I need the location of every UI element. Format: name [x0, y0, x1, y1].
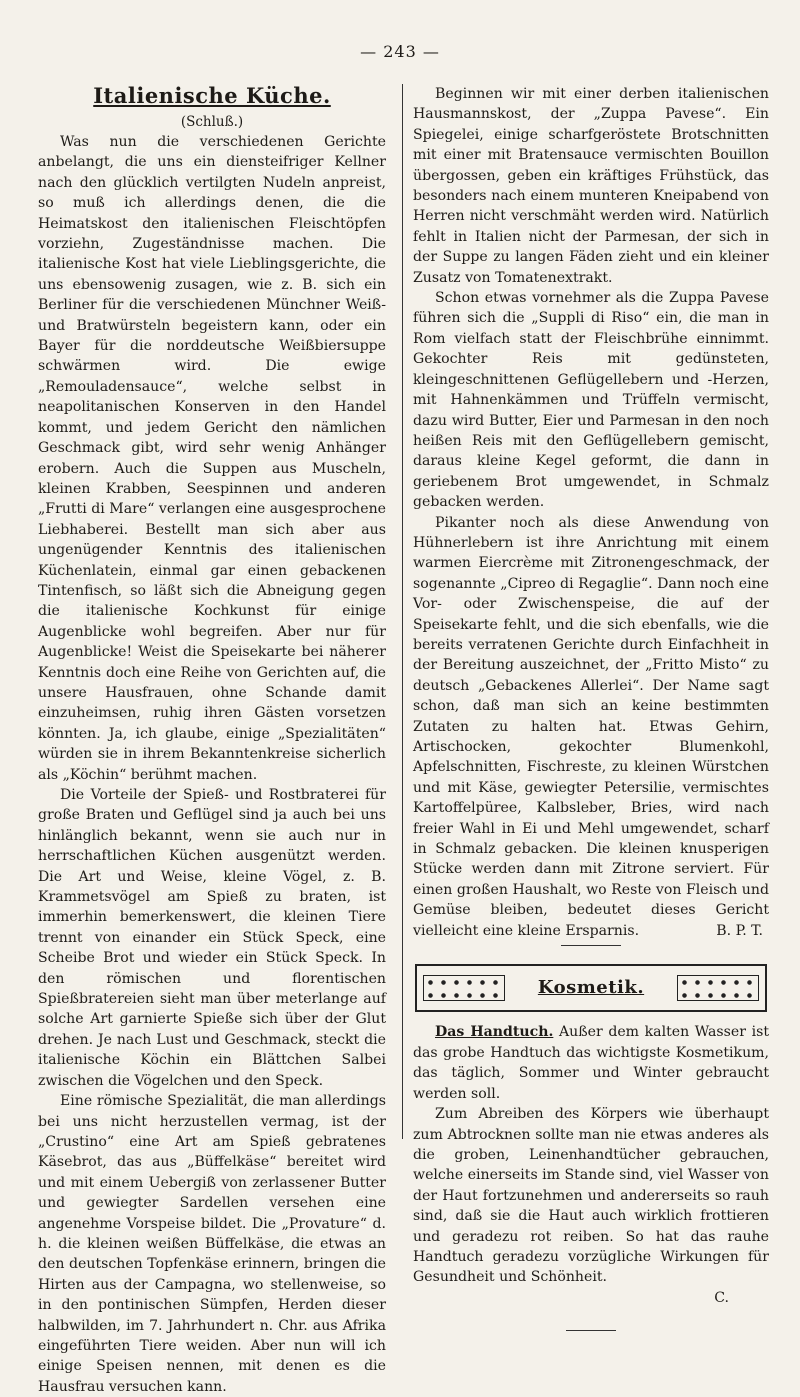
paragraph [413, 1022, 769, 1104]
paragraph: Die Vorteile der Spieß- und Rostbraterei für große Braten und Geflügel sind ja auch bei uns hinlänglich bekannt, wenn sie auch nur in herrschaftlichen Küchen ausgenützt werden. Die Art und Weise, kleine Vögel, z. B. Krammetsvögel am Spieß zu braten, ist immerhin bemerkenswert, die kleinen Tiere trennt von einander ein Stück Speck, eine Scheibe Brot und wieder ein Stück Speck. In den römischen und florentischen Spießbratereien sieht man über meterlange auf solche Art garnierte Spieße sich über der Glut drehen. Je nach Lust und Geschmack, steckt die italienische Köchin ein Blättchen Salbei zwischen die Vögelchen und den Speck. [38, 787, 386, 1089]
end-divider [566, 1330, 616, 1331]
article-subtitle: (Schluß.) [180, 114, 244, 130]
section-divider [561, 945, 621, 946]
author-signature: C. [714, 1289, 729, 1306]
paragraph: Eine römische Spezialität, die man allerdings bei uns nicht herzustellen vermag, ist der „Crustino“ eine Art am Spieß gebratenes Käsebrot, das aus „Büffelkäse“ bereitet wird und mit einem Uebergiß von zerlassener Butter und gewiegter Sardellen versehen eine angenehme Vorspeise bildet. Die „Provature“ d. h. die kleinen weißen Büffelkäse, die etwas an den deutschen Topfenkäse erinnern, bringen die Hirten aus der Campagna, wo stellenweise, so in den pontinischen Sümpfen, Herden dieser halbwilden, im 7. Jahrhundert n. Chr. aus Afrika eingeführten Tiere weiden. Aber nun will ich einige Speisen nennen, mit denen es die Hausfrau versuchen kann. [38, 1093, 386, 1395]
paragraph: Was nun die verschiedenen Gerichte anbelangt, die uns ein diensteifriger Kellner nach den glücklich vertilgten Nudeln anpreist, so muß ich allerdings denen, die die Heimatskost den italienischen Fleischtöpfen vorziehn, Zugeständnisse machen. Die italienische Kost hat viele Lieblingsgerichte, die uns ebensowenig zusagen, wie z. B. sich ein Berliner für die verschiedenen Münchner Weiß- und Bratwürsteln begeistern kann, oder ein Bayer für die norddeutsche Weißbiersuppe schwärmen wird. Die ewige „Remouladensauce“, welche selbst in neapolitanischen Konserven in den Handel kommt, und jedem Gericht den nämlichen Geschmack gibt, wird sehr wenig Anhänger erobern. Auch die Suppen aus Muscheln, kleinen Krabben, Seespinnen und anderen „Frutti di Mare“ verlangen eine ausgesprochene Liebhaberei. Bestellt man sich aber aus ungenügender Kenntnis des italienischen Küchenlatein, einmal gar einen gebackenen Tintenfisch, so läßt sich die Abneigung gegen die italienische Kochkunst für einige Augenblicke wohl begreifen. Aber nur für Augenblicke! Weist die Speisekarte bei näherer Kenntnis doch eine Reihe von Gerichten auf, die unsere Hausfrauen, ohne Schande damit einzuheimsen, ruhig ihren Gästen vorsetzen könnten. Ja, ich glaube, einige „Spezialitäten“ würden sie in ihrem Bekanntenkreise sicherlich als „Köchin“ berühmt machen. [38, 134, 386, 783]
page-number: — 243 — [360, 42, 440, 61]
left-column [38, 82, 386, 1395]
paragraph: Zum Abreiben des Körpers wie überhaupt zum Abtrocknen sollte man nie etwas anderes als die groben, Leinenhandtücher gebrauchen, welche einerseits im Stande sind, viel Wasser von der Haut fortzunehmen und andererseits so rauh sind, daß sie die Haut auch wirklich frottieren und geradezu rot reiben. So hat das rauhe Handtuch geradezu vorzügliche Wirkungen für Gesundheit und Schönheit. [413, 1106, 769, 1286]
paragraph-lead: Das Handtuch. [435, 1024, 554, 1041]
section-title: Kosmetik. [537, 977, 645, 999]
paragraph: Pikanter noch als diese Anwendung von Hühnerlebern ist ihre Anrichtung mit einem warmen Eiercrème mit Zitronengeschmack, der sogenannte „Cipreo di Regaglie“. Dann noch eine Vor- oder Zwischenspeise, die auf der Speisekarte fehlt, und die sich ebenfalls, wie die bereits verratenen Gerichte durch Einfachheit in der Bereitung auszeichnet, der „Fritto Misto“ zu deutsch „Gebackenes Allerlei“. Der Name sagt schon, daß man sich an keine bestimmten Zutaten zu halten hat. Etwas Gehirn, Artischocken, gekochter Blumenkohl, Apfelschnitten, Fischreste, zu kleinen Würstchen und mit Käse, gewiegter Petersilie, vermischtes Kartoffelpüree, Kalbsleber, Bries, wird nach freier Wahl in Ei und Mehl umgewendet, scharf in Schmalz gebacken. Die kleinen knusperigen Stücke werden dann mit Zitrone serviert. Für einen großen Haushalt, wo Reste von Fleisch und Gemüse bleiben, bedeutet dieses Gericht vielleicht eine kleine Ersparnis. [413, 514, 769, 939]
paragraph: Beginnen wir mit einer derben italienischen Hausmannskost, der „Zuppa Pavese“. Ein Spiegelei, einige scharfgeröstete Brotschnitten mit einer mit Bratensauce vermischten Bouillon übergossen, geben ein kräftiges Frühstück, das besonders nach einem munteren Kneipabend von Herren nicht verschmäht werden wird. Natürlich fehlt in Italien nicht der Parmesan, der sich in der Suppe zu langen Fäden zieht und ein kleiner Zusatz von Tomatenextrakt. [413, 86, 769, 286]
paragraph-text: Außer dem kalten Wasser ist das grobe Handtuch das wichtigste Kosmetikum, das täglich, Sommer und Winter gebraucht werden soll. [413, 1024, 769, 1102]
right-column [413, 84, 769, 1306]
column-divider [402, 84, 403, 1139]
ornament-left [423, 975, 505, 1001]
author-signature: B. P. T. [716, 923, 763, 940]
paragraph: Schon etwas vornehmer als die Zuppa Pavese führen sich die „Suppli di Riso“ ein, die man in Rom vielfach statt der Fleischbrühe einnimmt. Gekochter Reis mit gedünsteten, kleingeschnittenen Geflügellebern und -Herzen, mit Hahnenkämmen und Trüffeln vermischt, dazu wird Butter, Eier und Parmesan in den noch heißen Reis mit den Geflügellebern gemischt, daraus kleine Kegel geformt, die dann in geriebenem Brot umgewendet, in Schmalz gebacken werden. [413, 290, 769, 511]
ornament-right [677, 975, 759, 1001]
article-title: Italienische Küche. [93, 83, 331, 108]
section-banner [415, 964, 767, 1012]
